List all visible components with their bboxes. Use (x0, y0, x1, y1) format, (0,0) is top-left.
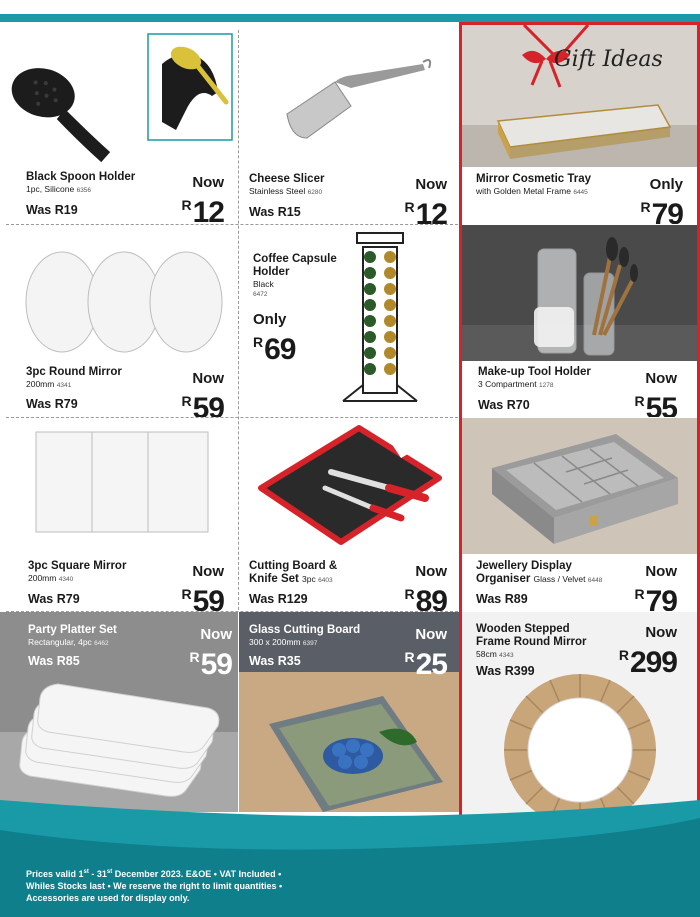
product-name-line2 (249, 573, 333, 586)
price-value: 59 (192, 585, 224, 611)
product-party-platter[interactable] (0, 612, 238, 812)
price (253, 327, 296, 365)
price-value: 55 (645, 392, 677, 417)
currency: R (181, 197, 192, 213)
product-spoon-holder[interactable] (0, 22, 238, 224)
price (405, 192, 448, 224)
was-price: Was R129 (249, 592, 308, 606)
product-name: 3pc Square Mirror (28, 560, 127, 572)
product-subtitle (26, 184, 91, 196)
top-bar (0, 0, 700, 22)
currency: R (253, 334, 264, 350)
product-mirror-tray[interactable] (462, 25, 697, 224)
product-subtitle (302, 574, 333, 584)
price-tag: Now (645, 624, 677, 641)
currency: R (181, 393, 192, 409)
price (182, 579, 225, 611)
product-detail: 300 x 200mm (249, 637, 301, 647)
was-price: Was R70 (478, 398, 530, 412)
footer-line-3: Accessories are used for display only. (26, 893, 190, 903)
product-code: 4343 (499, 652, 514, 659)
product-name-line2-text: Knife Set (249, 573, 299, 585)
product-detail: 200mm (26, 379, 55, 389)
product-name-line1: Wooden Stepped (476, 623, 570, 635)
price-value: 12 (415, 198, 447, 224)
grid-divider-vertical (238, 30, 239, 610)
footer-sup-2: st (106, 869, 113, 875)
product-code: 6445 (573, 189, 588, 196)
product-detail: 3 Compartment (478, 379, 537, 389)
price-value: 25 (415, 648, 447, 681)
product-subtitle (476, 649, 514, 661)
currency: R (634, 586, 645, 602)
product-makeup-holder[interactable] (462, 225, 697, 417)
price (182, 190, 225, 224)
price-value: 79 (645, 585, 677, 611)
product-detail: Rectangular, 4pc (28, 637, 92, 647)
price-tag: Only (649, 176, 683, 193)
product-detail: with Golden Metal Frame (476, 186, 571, 196)
footer-text-b: - 31 (88, 869, 107, 879)
product-name-line1: Jewellery Display (476, 560, 572, 572)
footer-line-1 (26, 866, 282, 880)
product-subtitle (28, 637, 109, 649)
product-detail: Stainless Steel (249, 186, 306, 196)
grid-divider-horizontal (6, 417, 458, 418)
product-code: 4341 (56, 382, 72, 389)
footer-sup-1: st (83, 869, 89, 875)
product-glass-cutting-board[interactable] (239, 612, 459, 812)
product-code: 6397 (302, 640, 318, 647)
product-code: 6462 (94, 640, 109, 647)
spoon-holder-photo (0, 22, 238, 172)
price-value: 89 (415, 585, 447, 611)
cutting-board-photo (239, 418, 459, 558)
product-code-value: 6472 (253, 291, 268, 298)
product-name: Mirror Cosmetic Tray (476, 173, 592, 185)
price-tag: Now (415, 176, 447, 193)
product-detail: 1pc, Silicone (26, 184, 75, 194)
product-detail: Glass / Velvet (533, 574, 586, 584)
price-value: 299 (629, 646, 677, 679)
was-price: Was R85 (28, 654, 80, 668)
product-name: Glass Cutting Board (249, 624, 361, 636)
product-subtitle (476, 186, 588, 198)
product-subtitle (249, 186, 322, 198)
product-code: 1278 (538, 382, 554, 389)
product-subtitle (534, 574, 603, 584)
footer-disclaimer (26, 866, 282, 904)
grid-divider-horizontal (6, 224, 458, 225)
cheese-slicer-photo (239, 22, 459, 172)
currency: R (404, 586, 415, 602)
was-price: Was R399 (476, 664, 535, 678)
product-subtitle (28, 573, 73, 585)
product-code: 6448 (587, 577, 603, 584)
product-name-line1: Coffee Capsule (253, 253, 337, 265)
product-name-line2-text: Organiser (476, 573, 531, 585)
currency: R (189, 649, 200, 665)
product-subtitle (249, 637, 317, 649)
product-name: Black Spoon Holder (26, 171, 136, 183)
price (405, 579, 448, 611)
product-subtitle (478, 379, 553, 391)
currency: R (404, 199, 415, 215)
product-cutting-board-knife-set[interactable] (239, 418, 459, 611)
product-name-line1: Cutting Board & (249, 560, 338, 572)
grid-divider-horizontal (6, 611, 458, 612)
product-code: 6356 (76, 187, 92, 194)
was-price: Was R35 (249, 654, 301, 668)
price-value: 59 (192, 392, 224, 417)
product-detail: Black (253, 279, 274, 289)
footer-line-2: Whiles Stocks last • We reserve the right to limit quantities • (26, 881, 283, 891)
footer-text-a: Prices valid 1 (26, 869, 84, 879)
price (635, 386, 678, 417)
was-price: Was R19 (26, 203, 78, 217)
price-value: 59 (200, 648, 232, 681)
product-detail: 200mm (28, 573, 57, 583)
product-detail: 58cm (476, 649, 497, 659)
price-tag: Now (415, 626, 447, 643)
footer-text-c: December 2023. E&OE • VAT Included • (112, 869, 282, 879)
currency: R (181, 586, 192, 602)
product-code: 6280 (307, 189, 323, 196)
product-name-line2: Holder (253, 266, 290, 278)
price-value: 79 (651, 198, 683, 224)
jewellery-organiser-photo (462, 418, 697, 554)
currency: R (634, 393, 645, 409)
price (619, 640, 677, 678)
product-square-mirror[interactable] (0, 418, 238, 611)
product-name-line2: Frame Round Mirror (476, 636, 587, 648)
round-mirror-photo (0, 225, 238, 365)
price-tag: Now (192, 563, 224, 580)
product-name: Party Platter Set (28, 624, 117, 636)
was-price: Was R89 (476, 592, 528, 606)
price (405, 642, 448, 680)
price-value: 69 (264, 333, 296, 366)
was-price: Was R79 (28, 592, 80, 606)
product-name: 3pc Round Mirror (26, 366, 122, 378)
price-tag: Now (415, 563, 447, 580)
price (641, 192, 684, 224)
square-mirror-photo (0, 418, 238, 558)
top-teal-stripe (0, 14, 700, 22)
was-price: Was R79 (26, 397, 78, 411)
product-code: 6403 (318, 577, 333, 584)
product-code (253, 288, 267, 300)
product-coffee-capsule-holder[interactable] (239, 225, 459, 417)
price-tag: Now (645, 563, 677, 580)
product-jewellery-organiser[interactable] (462, 418, 697, 611)
currency: R (404, 649, 415, 665)
currency: R (640, 199, 651, 215)
price-tag: Now (645, 370, 677, 387)
price (190, 642, 233, 680)
product-cheese-slicer[interactable] (239, 22, 459, 224)
gift-ideas-label: Gift Ideas (554, 47, 663, 72)
was-price: Was R15 (249, 205, 301, 219)
price-tag: Now (192, 174, 224, 191)
product-name-line2 (476, 573, 602, 586)
product-subtitle (26, 379, 71, 391)
price (635, 579, 678, 611)
product-round-mirror[interactable] (0, 225, 238, 417)
price (182, 386, 225, 417)
price-value: 12 (192, 196, 224, 224)
currency: R (618, 647, 629, 663)
price-tag: Only (253, 311, 287, 328)
product-code: 4340 (58, 576, 74, 583)
product-detail: 3pc (302, 574, 316, 584)
product-name: Make-up Tool Holder (478, 366, 591, 378)
price-tag: Now (200, 626, 232, 643)
product-name: Cheese Slicer (249, 173, 325, 185)
makeup-holder-photo (462, 225, 697, 361)
price-tag: Now (192, 370, 224, 387)
